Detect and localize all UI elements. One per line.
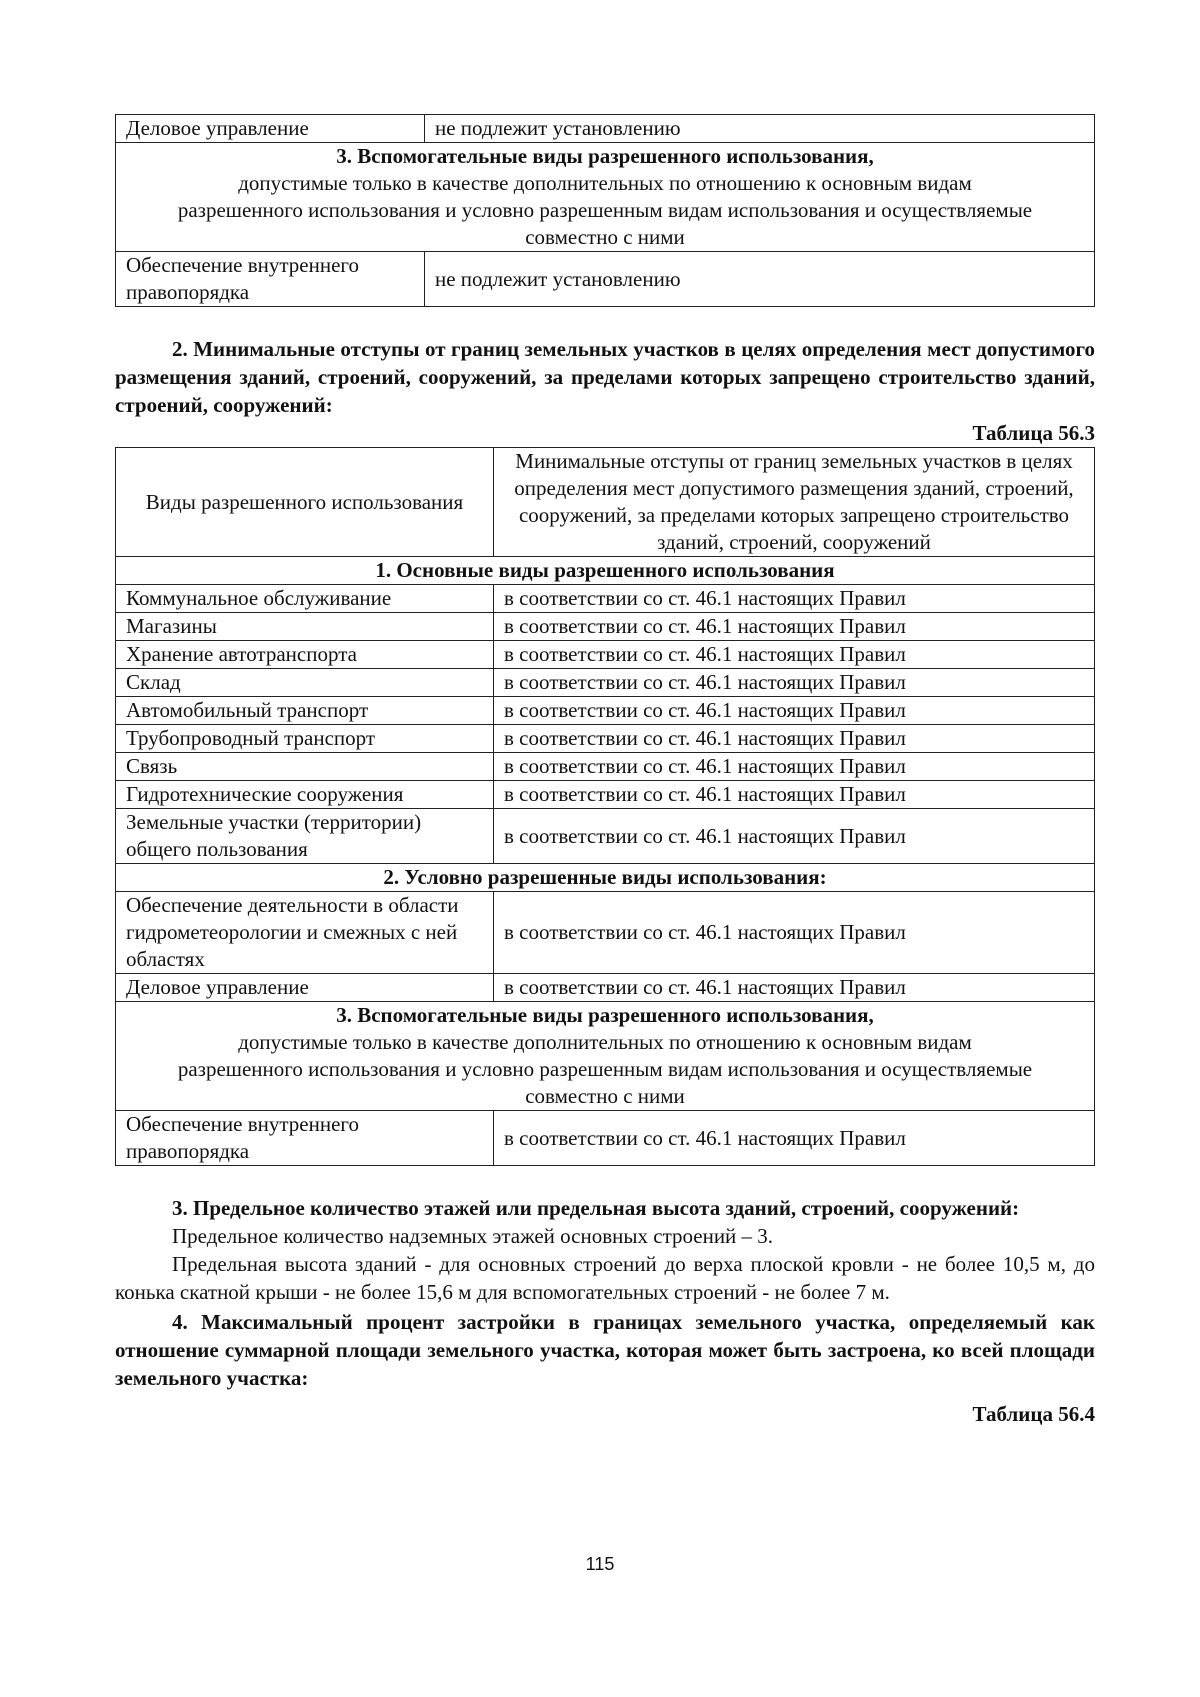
table-cell: в соответствии со ст. 46.1 настоящих Правил xyxy=(494,613,1095,641)
table-row xyxy=(116,725,1095,753)
table-cell: в соответствии со ст. 46.1 настоящих Правил xyxy=(494,892,1095,974)
table-row xyxy=(116,115,1095,143)
table-cell: Гидротехнические сооружения xyxy=(116,781,494,809)
top-table xyxy=(115,114,1095,307)
group-header-cell xyxy=(116,1002,1095,1111)
table-row xyxy=(116,143,1095,252)
group-row xyxy=(116,864,1095,892)
setback-table xyxy=(115,447,1095,1166)
table-cell: в соответствии со ст. 46.1 настоящих Правил xyxy=(494,974,1095,1002)
section-subtitle: допустимые только в качестве дополнительных по отношению к основным видам разрешенного использования и условно разрешенным видам использования и осуществляемые совместно с ними xyxy=(177,171,1033,249)
table-cell: Склад xyxy=(116,669,494,697)
table-row xyxy=(116,892,1095,974)
table-row xyxy=(116,669,1095,697)
table-label: Таблица 56.3 xyxy=(972,421,1095,445)
table-row xyxy=(116,252,1095,307)
section-header-cell xyxy=(116,143,1095,252)
table-cell: в соответствии со ст. 46.1 настоящих Правил xyxy=(494,669,1095,697)
section3-line2: Предельная высота зданий - для основных строений до верха плоской кровли - не более 10,5 м, до конька скатной крыши - не более 15,6 м для вспомогательных строений - не более 7 м. xyxy=(115,1252,1095,1304)
table-header-row xyxy=(116,448,1095,557)
table-row xyxy=(116,641,1095,669)
header-cell: Минимальные отступы от границ земельных участков в целях определения мест допустимого размещения зданий, строений, сооружений, за пределами которых запрещено строительство зданий, строений, сооружений xyxy=(494,448,1095,557)
table-row xyxy=(116,697,1095,725)
table-cell: в соответствии со ст. 46.1 настоящих Правил xyxy=(494,697,1095,725)
table-cell: в соответствии со ст. 46.1 настоящих Правил xyxy=(494,781,1095,809)
table-cell: не подлежит установлению xyxy=(425,115,1095,143)
section4-heading: 4. Максимальный процент застройки в границах земельного участка, определяемый как отношение суммарной площади земельного участка, которая может быть застроена, ко всей площади земельного участка: xyxy=(115,1310,1095,1390)
table-cell: Обеспечение деятельности в области гидрометеорологии и смежных с ней областях xyxy=(116,892,494,974)
table-cell: Магазины xyxy=(116,613,494,641)
document-page xyxy=(115,114,1095,1428)
header-cell: Виды разрешенного использования xyxy=(116,448,494,557)
table-row xyxy=(116,781,1095,809)
table-cell: в соответствии со ст. 46.1 настоящих Правил xyxy=(494,809,1095,864)
table-cell: Деловое управление xyxy=(116,115,425,143)
table-row xyxy=(116,613,1095,641)
table-cell: Обеспечение внутреннего правопорядка xyxy=(116,1111,494,1166)
table-label: Таблица 56.4 xyxy=(972,1402,1095,1426)
group-title: 3. Вспомогательные виды разрешенного использования, xyxy=(336,1003,874,1027)
table-row xyxy=(116,809,1095,864)
table-row xyxy=(116,753,1095,781)
group-row xyxy=(116,1002,1095,1111)
table-cell: в соответствии со ст. 46.1 настоящих Правил xyxy=(494,1111,1095,1166)
table-cell: Земельные участки (территории) общего пользования xyxy=(116,809,494,864)
table-cell: Хранение автотранспорта xyxy=(116,641,494,669)
group-title: 1. Основные виды разрешенного использования xyxy=(116,557,1095,585)
table-cell: в соответствии со ст. 46.1 настоящих Правил xyxy=(494,753,1095,781)
group-subtitle: допустимые только в качестве дополнительных по отношению к основным видам разрешенного использования и условно разрешенным видам использования и осуществляемые совместно с ними xyxy=(177,1030,1033,1108)
page-number: 115 xyxy=(585,1554,615,1574)
table-cell: Связь xyxy=(116,753,494,781)
group-title: 2. Условно разрешенные виды использования: xyxy=(116,864,1095,892)
table-cell: Деловое управление xyxy=(116,974,494,1002)
group-row xyxy=(116,557,1095,585)
section-title: 3. Вспомогательные виды разрешенного использования, xyxy=(336,144,874,168)
table-cell: Обеспечение внутреннего правопорядка xyxy=(116,252,425,307)
table-row xyxy=(116,974,1095,1002)
table-row xyxy=(116,1111,1095,1166)
table-cell: Коммунальное обслуживание xyxy=(116,585,494,613)
table-cell: в соответствии со ст. 46.1 настоящих Правил xyxy=(494,585,1095,613)
table-cell: в соответствии со ст. 46.1 настоящих Правил xyxy=(494,641,1095,669)
section2-heading: 2. Минимальные отступы от границ земельных участков в целях определения мест допустимого размещения зданий, строений, сооружений, за пределами которых запрещено строительство зданий, строений, сооружений: xyxy=(115,337,1095,417)
table-row xyxy=(116,585,1095,613)
table-cell: Автомобильный транспорт xyxy=(116,697,494,725)
table-cell: не подлежит установлению xyxy=(425,252,1095,307)
section3-line1: Предельное количество надземных этажей основных строений – 3. xyxy=(172,1224,774,1248)
section3-heading: 3. Предельное количество этажей или предельная высота зданий, строений, сооружений: xyxy=(172,1196,1020,1220)
table-cell: в соответствии со ст. 46.1 настоящих Правил xyxy=(494,725,1095,753)
table-cell: Трубопроводный транспорт xyxy=(116,725,494,753)
